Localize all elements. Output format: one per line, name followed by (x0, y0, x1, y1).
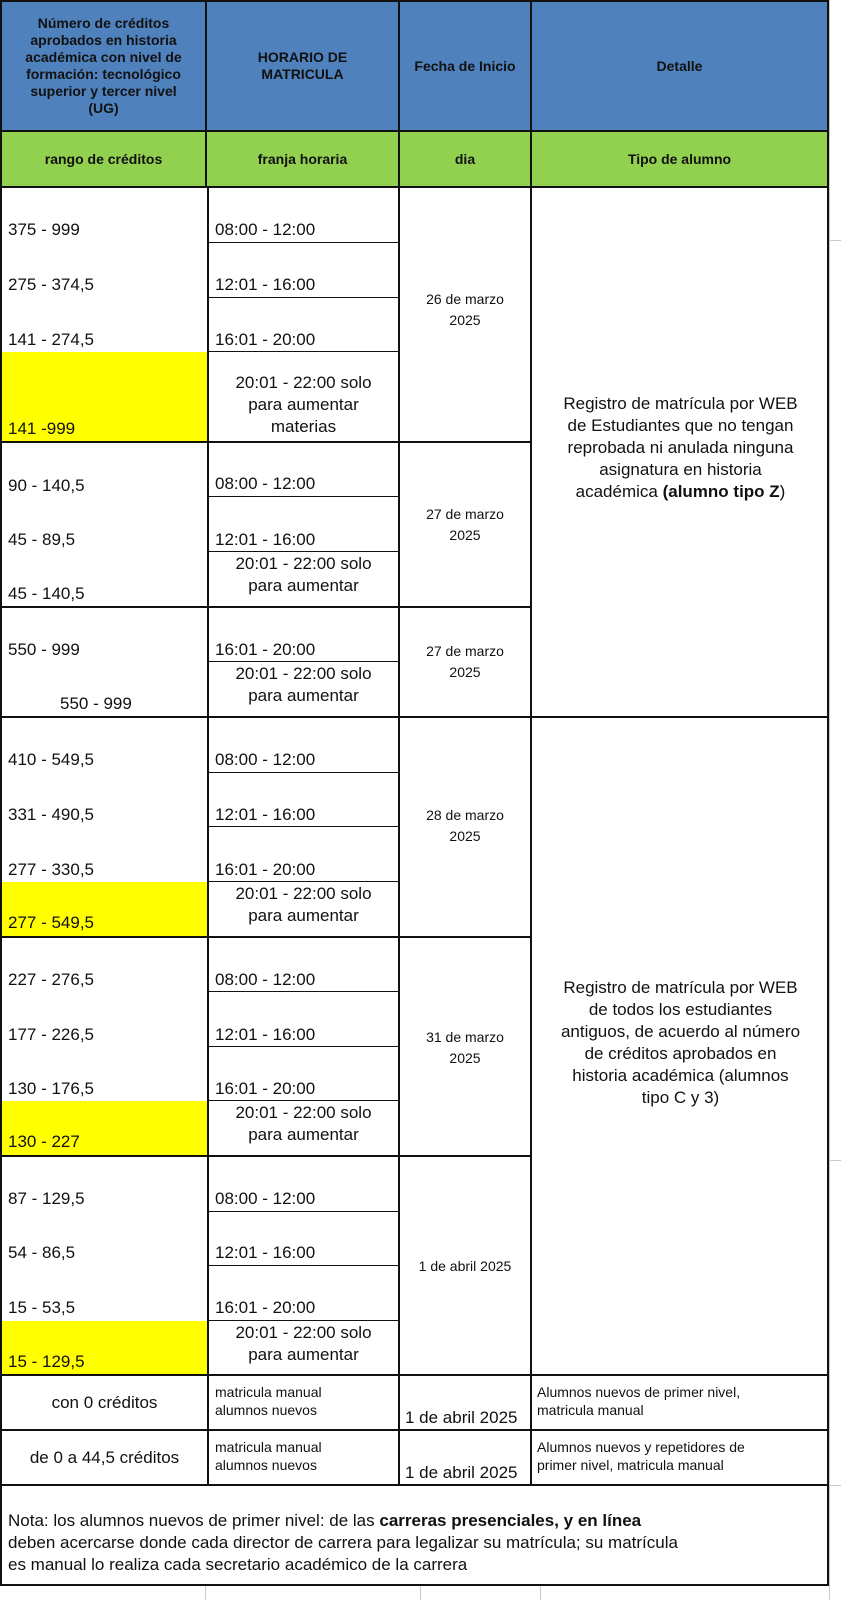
note-line (8, 1510, 826, 1532)
detail-line: de Estudiantes que no tengan (567, 416, 794, 435)
row-divider (209, 242, 398, 243)
start-date-cell (400, 1255, 530, 1277)
time-slot: 08:00 - 12:00 (215, 474, 316, 493)
time-slot-multiline (215, 1383, 395, 1423)
time-slot: 16:01 - 20:00 (215, 640, 316, 659)
header-start-date-text: Fecha de Inicio (414, 57, 516, 74)
header-credits-line: Número de créditos (37, 15, 170, 31)
time-slot-multiline (209, 370, 398, 440)
header-start-date-cell (398, 0, 532, 132)
detail-line: primer nivel, matricula manual (537, 1457, 724, 1473)
header-schedule-line: MATRICULA (261, 66, 344, 82)
time-slot-line: 20:01 - 22:00 solo (235, 554, 372, 573)
row-divider (209, 661, 398, 662)
column-divider (530, 186, 532, 1484)
detail-line: Registro de matrícula por WEB (563, 394, 798, 413)
footer-note (8, 1510, 826, 1582)
start-date-cell (400, 290, 530, 330)
detail-type-z (532, 393, 829, 523)
note-line: deben acercarse donde cada director de carrera para legalizar su matrícula; su matrícula (8, 1533, 678, 1552)
header-credits-line: aprobados en historia (30, 32, 177, 48)
header-credits-cell (0, 0, 207, 132)
row-divider (209, 772, 398, 773)
detail-line: de todos los estudiantes (588, 1000, 773, 1019)
time-slot: 12:01 - 16:00 (215, 1025, 316, 1044)
start-date-cell (400, 505, 530, 545)
header-detail-cell (530, 0, 829, 132)
detail-line: historia académica (alumnos (572, 1066, 789, 1085)
time-slot-line: para aumentar (248, 686, 359, 705)
credit-range: 54 - 86,5 (8, 1243, 76, 1262)
time-slot: 08:00 - 12:00 (215, 1189, 316, 1208)
credit-range: 550 - 999 (60, 694, 132, 713)
time-slot: 16:01 - 20:00 (215, 330, 316, 349)
start-date-line: 26 de marzo (426, 291, 504, 307)
row-divider (209, 881, 398, 882)
detail-line: asignatura en historia (599, 460, 762, 479)
sheet-gridline (420, 1585, 421, 1600)
detail-new-students (537, 1383, 827, 1423)
row-divider (209, 551, 398, 552)
sheet-gridline (829, 240, 841, 241)
time-slot-line: matricula manual (215, 1439, 322, 1455)
time-slot-line: para aumentar (248, 576, 359, 595)
sheet-gridline (829, 1160, 841, 1161)
start-date-cell (400, 1028, 530, 1068)
credit-range: 410 - 549,5 (8, 750, 95, 769)
time-slot-line: para aumentar (248, 395, 359, 414)
time-slot-multiline (209, 1322, 398, 1370)
credit-range: 141 -999 (8, 419, 76, 438)
subheader-credit-range-cell (0, 130, 207, 188)
credit-range: 15 - 53,5 (8, 1298, 76, 1317)
time-slot-multiline (209, 1102, 398, 1150)
detail-line: Alumnos nuevos de primer nivel, (537, 1384, 741, 1400)
start-date-line: 27 de marzo (426, 506, 504, 522)
credit-range: 277 - 330,5 (8, 860, 95, 879)
credit-range: 45 - 89,5 (8, 530, 76, 549)
header-detail-text: Detalle (656, 57, 703, 74)
time-slot-line: 20:01 - 22:00 solo (235, 1323, 372, 1342)
time-slot: 12:01 - 16:00 (215, 805, 316, 824)
sheet-gridline (205, 1585, 206, 1600)
start-date-line: 27 de marzo (426, 643, 504, 659)
time-slot-line: 20:01 - 22:00 solo (235, 373, 372, 392)
start-date-line: 28 de marzo (426, 807, 504, 823)
time-slot-line: 20:01 - 22:00 solo (235, 664, 372, 683)
time-slot-multiline (209, 883, 398, 931)
detail-line: Registro de matrícula por WEB (563, 978, 798, 997)
time-slot-line: para aumentar (248, 1125, 359, 1144)
time-slot: 16:01 - 20:00 (215, 860, 316, 879)
header-credits-line: formación: tecnológico (26, 66, 181, 82)
credit-range-cell (2, 1376, 207, 1430)
credit-range: 331 - 490,5 (8, 805, 95, 824)
credit-range: 87 - 129,5 (8, 1189, 85, 1208)
start-date-line: 1 de abril 2025 (418, 1258, 512, 1274)
detail-line-emphasis (532, 481, 829, 503)
time-slot: 08:00 - 12:00 (215, 750, 316, 769)
row-divider (209, 1100, 398, 1101)
credit-range: 227 - 276,5 (8, 970, 95, 989)
credit-range: 15 - 129,5 (8, 1352, 85, 1371)
subheader-time-slot-cell (205, 130, 400, 188)
start-date-cell (400, 806, 530, 846)
start-date-line: 2025 (449, 312, 481, 328)
subheader-student-type-cell (530, 130, 829, 188)
detail-line: tipo C y 3) (641, 1088, 720, 1107)
subheader-time-slot-text: franja horaria (257, 151, 348, 167)
time-slot-line: alumnos nuevos (215, 1457, 317, 1473)
subheader-day-cell (398, 130, 532, 188)
note-line: es manual lo realiza cada secretario académico de la carrera (8, 1555, 468, 1574)
time-slot: 16:01 - 20:00 (215, 1079, 316, 1098)
block-divider (2, 1155, 530, 1157)
credit-range: 275 - 374,5 (8, 275, 95, 294)
row-divider (209, 496, 398, 497)
time-slot-line: alumnos nuevos (215, 1402, 317, 1418)
detail-line: de créditos aprobados en (584, 1044, 777, 1063)
time-slot-line: para aumentar (248, 906, 359, 925)
credit-range: 45 - 140,5 (8, 584, 85, 603)
block-divider (2, 936, 530, 938)
credit-range: 375 - 999 (8, 220, 80, 239)
header-schedule-line: HORARIO DE (257, 49, 348, 65)
credit-range: con 0 créditos (51, 1393, 158, 1412)
block-divider (2, 606, 530, 608)
time-slot-multiline (209, 553, 398, 601)
detail-text: ) (779, 482, 786, 501)
detail-new-repeating-students (537, 1438, 827, 1478)
time-slot-line: materias (270, 417, 337, 436)
header-credits-text (25, 15, 181, 117)
credit-range: 141 - 274,5 (8, 330, 95, 349)
credit-range: 130 - 176,5 (8, 1079, 95, 1098)
time-slot: 12:01 - 16:00 (215, 275, 316, 294)
time-slot-multiline (209, 663, 398, 711)
time-slot: 12:01 - 16:00 (215, 1243, 316, 1262)
row-divider (209, 297, 398, 298)
credit-range: de 0 a 44,5 créditos (29, 1448, 180, 1467)
block-divider (2, 716, 829, 718)
detail-type-c (532, 977, 829, 1117)
time-slot: 16:01 - 20:00 (215, 1298, 316, 1317)
detail-bold-text: (alumno tipo Z (662, 482, 780, 501)
detail-text: académica (575, 482, 663, 501)
credit-range: 550 - 999 (8, 640, 80, 659)
credit-range: 130 - 227 (8, 1132, 80, 1151)
header-credits-line: (UG) (88, 100, 119, 116)
start-date-line: 2025 (449, 664, 481, 680)
subheader-day-text: dia (454, 151, 476, 167)
detail-line: antiguos, de acuerdo al número (560, 1022, 801, 1041)
sheet-gridline (540, 1585, 541, 1600)
start-date-cell (400, 642, 530, 682)
row-divider (209, 351, 398, 352)
block-divider (2, 441, 530, 443)
time-slot: 12:01 - 16:00 (215, 530, 316, 549)
row-divider (209, 991, 398, 992)
time-slot-line: 20:01 - 22:00 solo (235, 884, 372, 903)
start-date-line: 31 de marzo (426, 1029, 504, 1045)
start-date-line: 1 de abril 2025 (405, 1408, 518, 1427)
time-slot-line: matricula manual (215, 1384, 322, 1400)
row-divider (209, 1320, 398, 1321)
time-slot: 08:00 - 12:00 (215, 220, 316, 239)
start-date-line: 2025 (449, 527, 481, 543)
credit-range: 277 - 549,5 (8, 913, 95, 932)
time-slot-line: 20:01 - 22:00 solo (235, 1103, 372, 1122)
header-credits-line: académica con nivel de (25, 49, 182, 65)
block-divider (2, 1484, 829, 1486)
subheader-credit-range-text: rango de créditos (44, 151, 163, 167)
note-text: Nota: los alumnos nuevos de primer nivel: de las (8, 1511, 380, 1530)
sheet-gridline (829, 1485, 841, 1486)
row-divider (209, 826, 398, 827)
credit-range-cell (2, 1431, 207, 1485)
credit-range: 177 - 226,5 (8, 1025, 95, 1044)
header-credits-line: superior y tercer nivel (30, 83, 177, 99)
note-bold-text: carreras presenciales, y en línea (379, 1511, 642, 1530)
row-divider (209, 1046, 398, 1047)
detail-line: Alumnos nuevos y repetidores de (537, 1439, 745, 1455)
start-date-line: 1 de abril 2025 (405, 1463, 518, 1482)
detail-line: reprobada ni anulada ninguna (567, 438, 794, 457)
time-slot-line: para aumentar (248, 1345, 359, 1364)
start-date-line: 2025 (449, 828, 481, 844)
header-schedule-cell (205, 0, 400, 132)
start-date-line: 2025 (449, 1050, 481, 1066)
row-divider (209, 1211, 398, 1212)
subheader-student-type-text: Tipo de alumno (627, 151, 732, 167)
detail-line: matricula manual (537, 1402, 644, 1418)
time-slot: 08:00 - 12:00 (215, 970, 316, 989)
credit-range: 90 - 140,5 (8, 476, 85, 495)
row-divider (209, 1265, 398, 1266)
time-slot-multiline (215, 1438, 395, 1478)
